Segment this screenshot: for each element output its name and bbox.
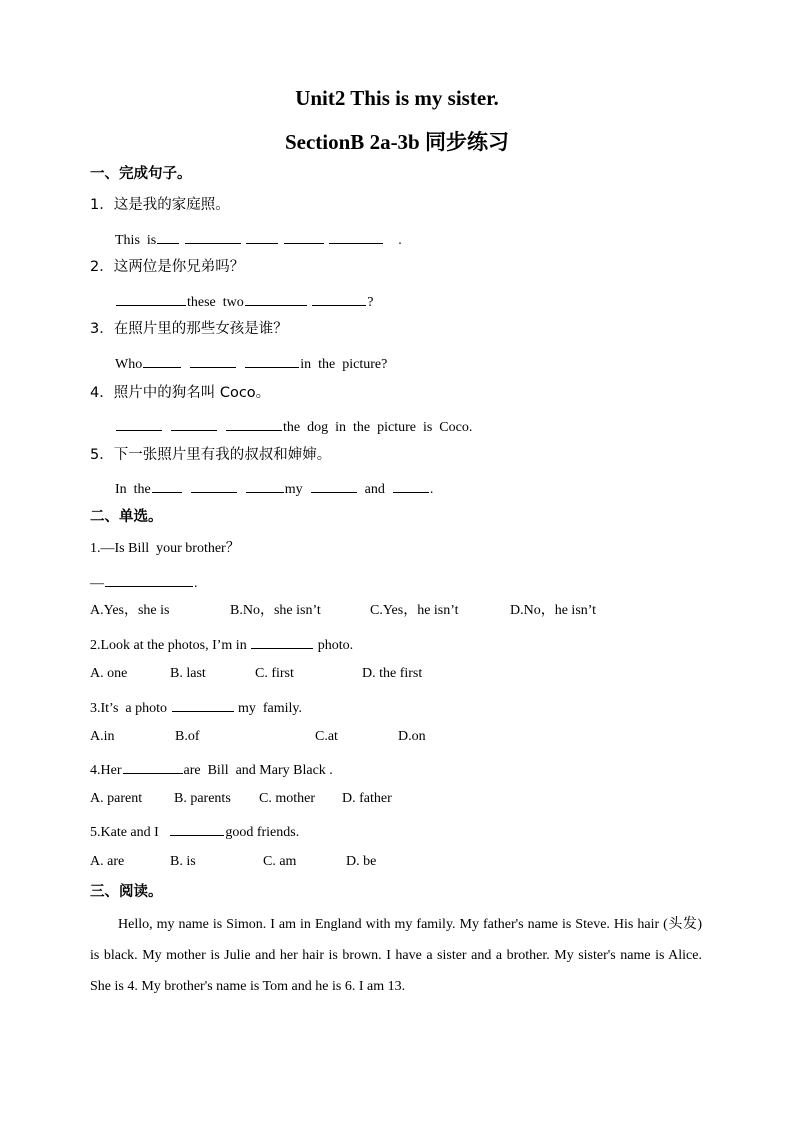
blank[interactable] [152,478,182,493]
page-subtitle: SectionB 2a-3b 同步练习 [284,130,509,154]
question-2-en: these two ? [115,291,373,312]
blank[interactable] [245,291,307,306]
mc-3-option-a[interactable]: A.in [90,729,115,744]
mc-2-option-a[interactable]: A. one [90,666,128,681]
section1-heading: 一、完成句子。 [90,166,192,182]
mc-5-option-c[interactable]: C. am [263,854,297,869]
mc-5-stem: 5.Kate and I good friends. [90,821,299,842]
mc-4-option-a[interactable]: A. parent [90,791,143,806]
question-4-cn: 4．照片中的狗名叫 Coco。 [90,385,271,401]
mc-3-option-c[interactable]: C.at [315,729,338,744]
question-5-cn: 5．下一张照片里有我的叔叔和婶婶。 [90,447,332,463]
mc-4-stem: 4.Her are Bill and Mary Black . [90,759,333,780]
mc-1-option-c[interactable]: C.Yes，he isn’t [370,603,459,618]
blank[interactable] [245,353,299,368]
blank[interactable] [116,416,162,431]
blank[interactable] [171,416,217,431]
blank[interactable] [172,697,234,712]
blank[interactable] [226,416,282,431]
blank[interactable] [123,759,183,774]
page-title: Unit2 This is my sister. [295,86,499,110]
blank[interactable] [116,291,186,306]
reading-passage: Hello, my name is Simon. I am in England with my family. My father's name is Steve. His hair (头发) is black. My mother is Julie and her hair is brown. I have a sister and a brother. My sister's name is Alice. She is 4. My brother's name is Tom and he is 6. I am 13. [90,917,702,994]
question-3-cn: 3．在照片里的那些女孩是谁？ [90,321,288,337]
mc-1-option-d[interactable]: D.No，he isn’t [510,603,597,618]
mc-1-stem: 1.—Is Bill your brother？ [90,541,240,556]
blank[interactable] [246,229,278,244]
mc-4-option-d[interactable]: D. father [342,791,392,806]
question-2-cn: 2．这两位是你兄弟吗？ [90,259,245,275]
mc-2-stem: 2.Look at the photos, I’m in photo. [90,634,353,655]
section3-heading: 三、阅读。 [90,884,163,900]
mc-5-option-a[interactable]: A. are [90,854,125,869]
blank[interactable] [251,634,313,649]
mc-2-option-b[interactable]: B. last [170,666,206,681]
mc-1-option-a[interactable]: A.Yes，she is [90,603,170,618]
blank[interactable] [246,478,284,493]
question-1-en: This is . [115,229,402,250]
question-3-en: Who in the picture? [115,353,387,374]
blank[interactable] [105,572,193,587]
blank[interactable] [143,353,181,368]
question-5-en: In the my and . [115,478,433,499]
mc-3-option-d[interactable]: D.on [398,729,426,744]
blank[interactable] [170,821,224,836]
mc-3-stem: 3.It’s a photo my family. [90,697,302,718]
mc-5-option-d[interactable]: D. be [346,854,377,869]
blank[interactable] [393,478,429,493]
mc-5-option-b[interactable]: B. is [170,854,196,869]
blank[interactable] [329,229,383,244]
question-1-cn: 1．这是我的家庭照。 [90,197,230,213]
blank[interactable] [191,478,237,493]
blank[interactable] [185,229,241,244]
question-4-en: the dog in the picture is Coco. [115,416,472,437]
mc-2-option-c[interactable]: C. first [255,666,294,681]
mc-2-option-d[interactable]: D. the first [362,666,423,681]
section2-heading: 二、单选。 [90,509,163,525]
mc-1-answer: — . [90,572,198,593]
mc-1-option-b[interactable]: B.No，she isn’t [230,603,321,618]
blank[interactable] [284,229,324,244]
blank[interactable] [157,229,179,244]
mc-4-option-c[interactable]: C. mother [259,791,315,806]
mc-4-option-b[interactable]: B. parents [174,791,231,806]
blank[interactable] [312,291,366,306]
blank[interactable] [311,478,357,493]
mc-3-option-b[interactable]: B.of [175,729,200,744]
blank[interactable] [190,353,236,368]
